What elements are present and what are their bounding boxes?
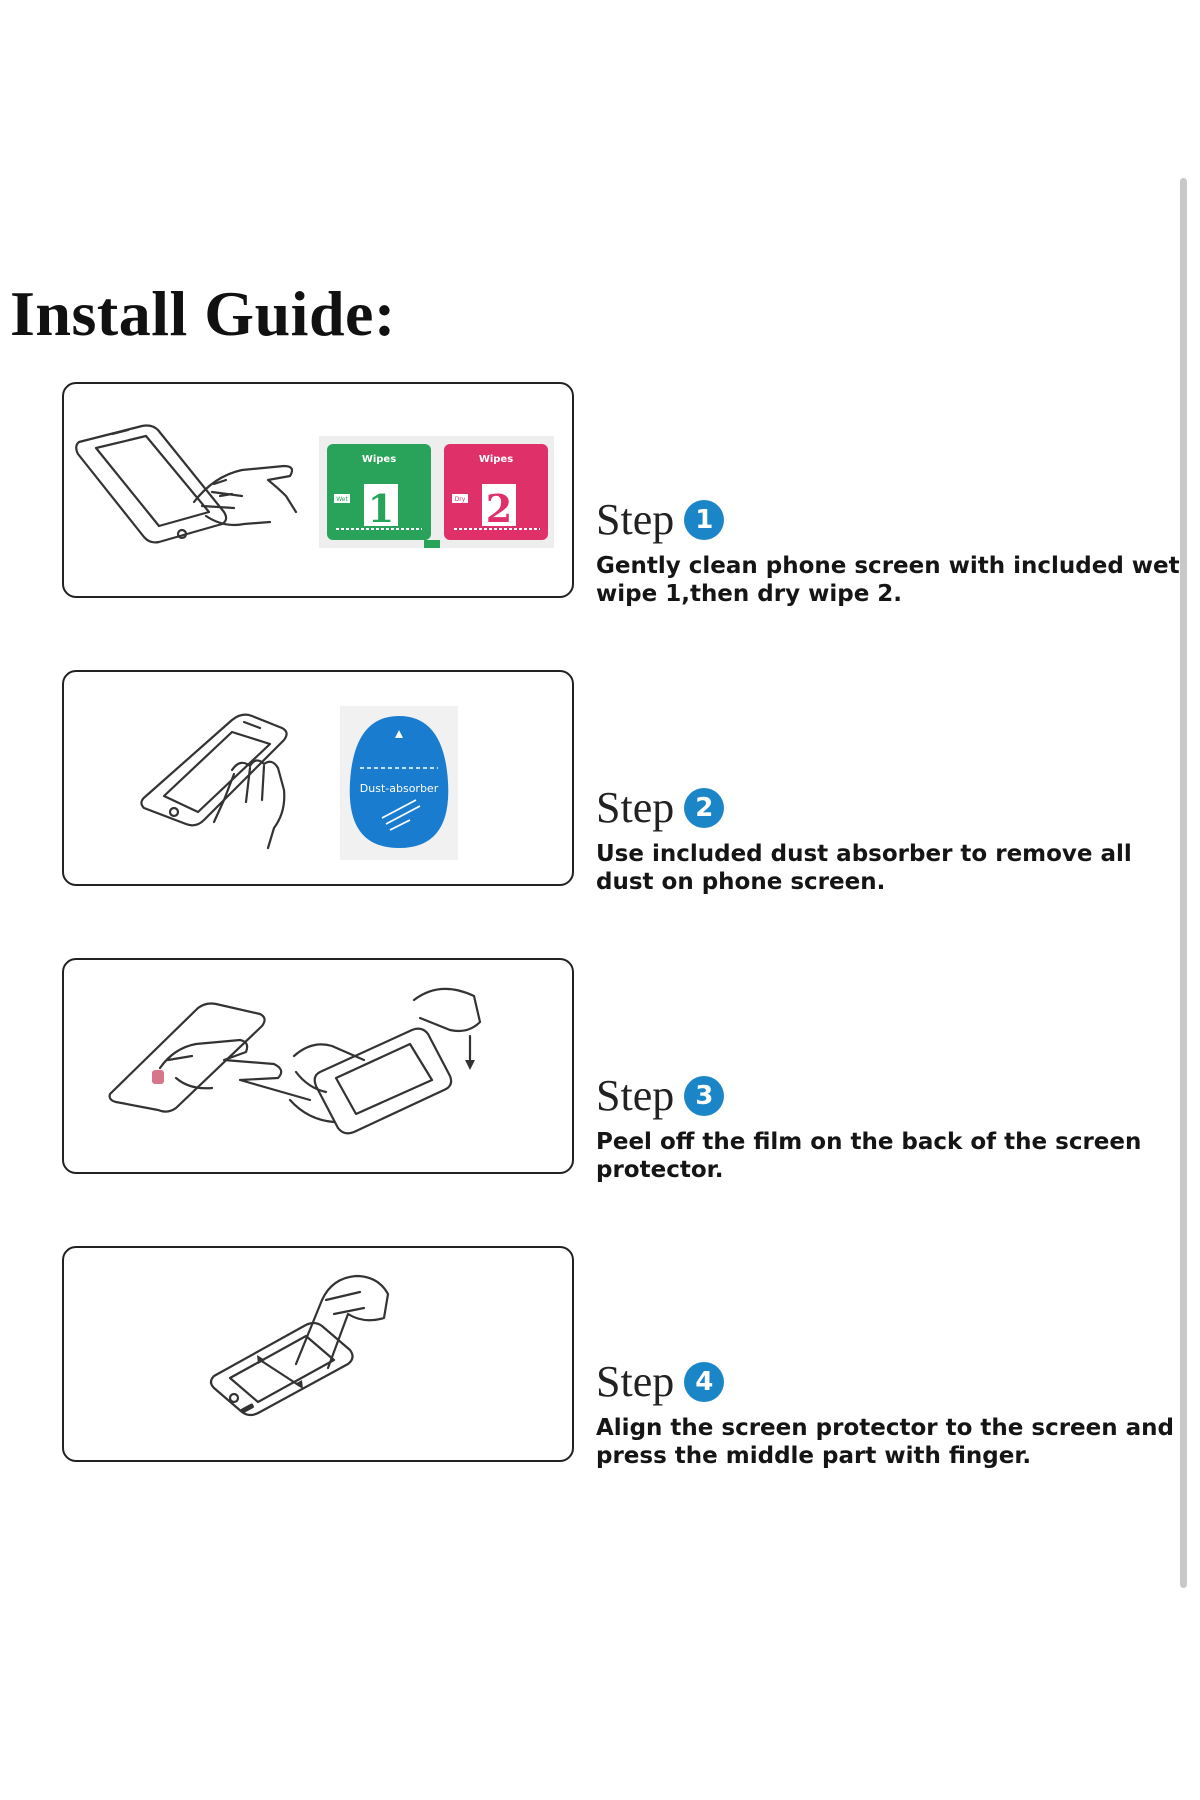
step-2-number-badge: 2: [684, 788, 724, 828]
step-4-word: Step: [596, 1357, 675, 1406]
step-1: [596, 492, 1180, 608]
dry-wipe-label: Wipes: [478, 454, 514, 465]
step-2-illustration: [62, 670, 574, 886]
peel-hand-outline: [160, 1040, 310, 1100]
dry-wipe-tag: Dry: [454, 496, 466, 503]
step-3-instructions: Peel off the film on the back of the screen protector.: [596, 1129, 1142, 1183]
phone-screen: [230, 1336, 334, 1402]
step-1-word: Step: [596, 495, 675, 544]
step-4-illustration: [62, 1246, 574, 1462]
dust-absorber-illustration: [64, 672, 574, 886]
step-3-word: Step: [596, 1071, 675, 1120]
phone-screen: [96, 436, 209, 526]
step-3: [596, 1068, 1176, 1184]
dust-absorber-label: Dust-absorber: [359, 782, 439, 795]
step-4-instructions: Align the screen protector to the screen and press the middle part with finger.: [596, 1415, 1174, 1469]
step-4: [596, 1354, 1176, 1470]
wipes-packets: [319, 436, 554, 548]
align-arrow: [260, 1360, 300, 1386]
step-2: [596, 780, 1176, 896]
wet-wipe-label: Wipes: [361, 454, 397, 465]
phone-screen: [164, 732, 270, 812]
hand-outline: [214, 760, 284, 848]
step-2-instructions: Use included dust absorber to remove all dust on phone screen.: [596, 841, 1132, 895]
finger-hand-outline: [296, 1276, 388, 1368]
step-4-number-badge: 4: [684, 1362, 724, 1402]
step-3-number-badge: 3: [684, 1076, 724, 1116]
step-1-illustration: [62, 382, 574, 598]
dust-absorber-sticker: [340, 706, 458, 860]
press-align-illustration: [64, 1248, 574, 1462]
step-1-instructions: Gently clean phone screen with included wet wipe 1,then dry wipe 2.: [596, 553, 1180, 607]
wet-wipe-tag: Wet: [336, 496, 348, 503]
hand-outline: [194, 466, 296, 525]
dry-wipe-number: 2: [485, 486, 513, 531]
clean-phone-illustration: [64, 384, 574, 598]
step-1-number-badge: 1: [684, 500, 724, 540]
page-title: Install Guide:: [10, 278, 396, 349]
wet-wipe-number: 1: [367, 486, 395, 531]
step-2-word: Step: [596, 783, 675, 832]
peel-film-illustration: [64, 960, 574, 1174]
step-3-illustration: [62, 958, 574, 1174]
